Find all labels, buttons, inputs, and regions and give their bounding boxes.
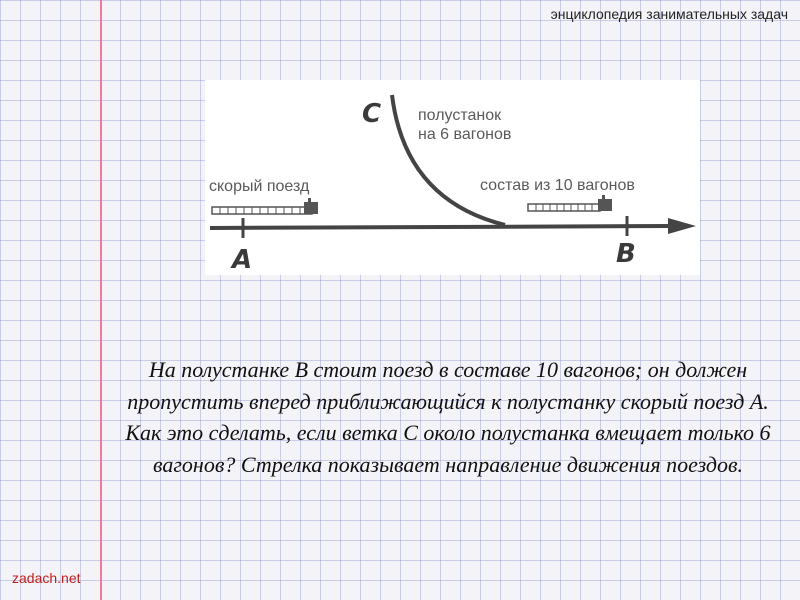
main-track	[210, 226, 672, 228]
header-title: энциклопедия занимательных задач	[550, 6, 788, 22]
siding-label-line1: полустанок	[418, 107, 502, 124]
ten-car-train-label: состав из 10 вагонов	[480, 177, 635, 194]
label-a: A	[232, 245, 253, 275]
label-c: C	[362, 99, 382, 129]
siding-label-line2: на 6 вагонов	[418, 126, 512, 143]
label-b: B	[616, 239, 636, 269]
express-train-label: скорый поезд	[209, 178, 310, 195]
problem-text: На полустанке B стоит поезд в составе 10 вагонов; он должен пропустить вперед приближающийся к полустанку скорый поезд A. Как это сделать, если ветка C около полустанка вмещает только 6 вагонов? Стрелка показывает направление движения поездов.	[125, 357, 771, 477]
footer-site-link[interactable]: zadach.net	[12, 570, 81, 586]
